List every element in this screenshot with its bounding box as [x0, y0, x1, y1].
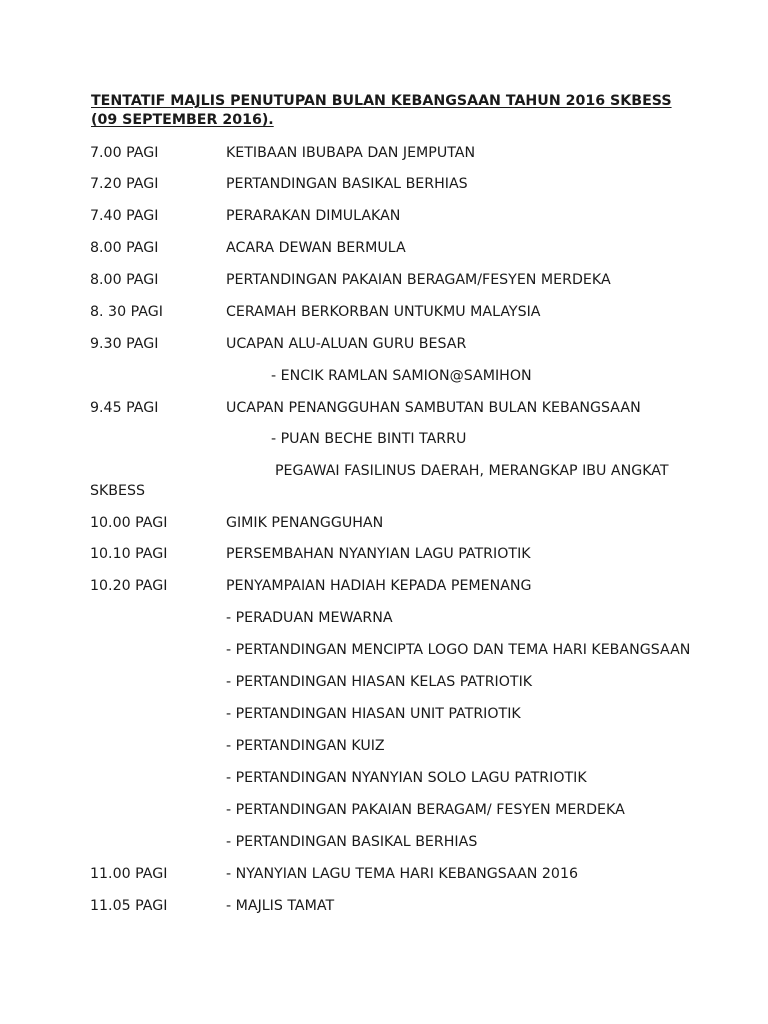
prize-item: - PERADUAN MEWARNA	[226, 610, 393, 626]
prize-item: - PERTANDINGAN NYANYIAN SOLO LAGU PATRIOTIK	[226, 770, 587, 786]
prize-item: - PERTANDINGAN MENCIPTA LOGO DAN TEMA HARI KEBANGSAAN	[226, 642, 691, 658]
schedule-time: 7.00 PAGI	[90, 145, 159, 161]
speaker-role-continued: SKBESS	[90, 483, 146, 499]
title-line-1: TENTATIF MAJLIS PENUTUPAN BULAN KEBANGSAAN TAHUN 2016 SKBESS	[91, 93, 672, 109]
schedule-time: 9.45 PAGI	[90, 400, 159, 416]
schedule-activity: PERTANDINGAN BASIKAL BERHIAS	[226, 176, 468, 192]
schedule-time: 9.30 PAGI	[90, 336, 159, 352]
schedule-activity: GIMIK PENANGGUHAN	[226, 515, 384, 531]
title-line-2: (09 SEPTEMBER 2016).	[91, 112, 274, 128]
schedule-time: 10.20 PAGI	[90, 578, 168, 594]
schedule-time: 7.40 PAGI	[90, 208, 159, 224]
schedule-activity: PERTANDINGAN PAKAIAN BERAGAM/FESYEN MERDEKA	[226, 272, 611, 288]
speaker-role: PEGAWAI FASILINUS DAERAH, MERANGKAP IBU ANGKAT	[275, 463, 669, 479]
speaker-name: - PUAN BECHE BINTI TARRU	[271, 431, 467, 447]
schedule-time: 11.00 PAGI	[90, 866, 168, 882]
schedule-time: 8. 30 PAGI	[90, 304, 163, 320]
prize-item: - PERTANDINGAN HIASAN KELAS PATRIOTIK	[226, 674, 533, 690]
schedule-activity: ACARA DEWAN BERMULA	[226, 240, 406, 256]
schedule-activity: UCAPAN ALU-ALUAN GURU BESAR	[226, 336, 467, 352]
schedule-time: 10.00 PAGI	[90, 515, 168, 531]
schedule-time: 7.20 PAGI	[90, 176, 159, 192]
prize-item: - PERTANDINGAN KUIZ	[226, 738, 385, 754]
schedule-activity: - NYANYIAN LAGU TEMA HARI KEBANGSAAN 2016	[226, 866, 579, 882]
schedule-time: 10.10 PAGI	[90, 546, 168, 562]
schedule-time: 8.00 PAGI	[90, 272, 159, 288]
prize-item: - PERTANDINGAN BASIKAL BERHIAS	[226, 834, 478, 850]
speaker-name: - ENCIK RAMLAN SAMION@SAMIHON	[271, 368, 532, 384]
schedule-time: 8.00 PAGI	[90, 240, 159, 256]
schedule-time: 11.05 PAGI	[90, 898, 168, 914]
schedule-activity: KETIBAAN IBUBAPA DAN JEMPUTAN	[226, 145, 476, 161]
schedule-activity: UCAPAN PENANGGUHAN SAMBUTAN BULAN KEBANGSAAN	[226, 400, 641, 416]
schedule-activity: PERSEMBAHAN NYANYIAN LAGU PATRIOTIK	[226, 546, 531, 562]
schedule-activity: - MAJLIS TAMAT	[226, 898, 335, 914]
document-title	[91, 92, 731, 130]
schedule-activity: PERARAKAN DIMULAKAN	[226, 208, 401, 224]
schedule-activity: PENYAMPAIAN HADIAH KEPADA PEMENANG	[226, 578, 532, 594]
schedule-activity: CERAMAH BERKORBAN UNTUKMU MALAYSIA	[226, 304, 541, 320]
prize-item: - PERTANDINGAN PAKAIAN BERAGAM/ FESYEN MERDEKA	[226, 802, 625, 818]
prize-item: - PERTANDINGAN HIASAN UNIT PATRIOTIK	[226, 706, 521, 722]
